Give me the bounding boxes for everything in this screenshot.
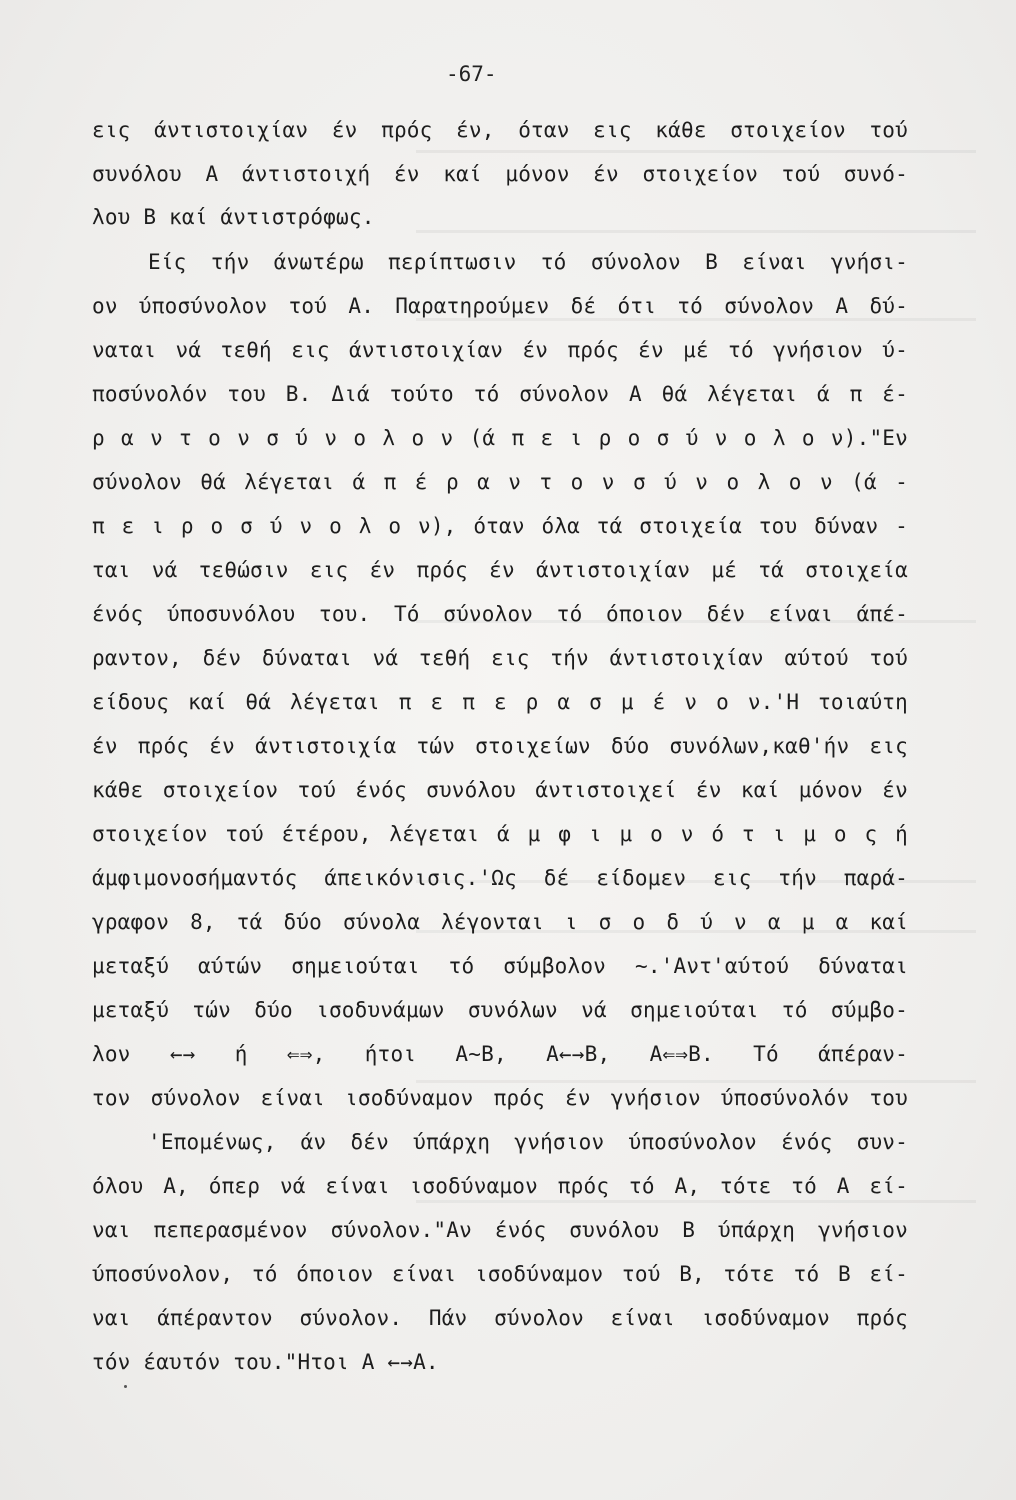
text-line: Είς τήν άνωτέρω περίπτωσιν τό σύνολον Β είναι γνήσι- [148, 250, 908, 274]
text-line: ένός ύποσυνόλου του. Τό σύνολον τό όποιον δέν είναι άπέ- [92, 602, 908, 626]
text-line: άμφιμονοσήμαντός άπεικόνισις.'Ως δέ είδομεν εις τήν παρά- [92, 866, 908, 890]
text-line: εις άντιστοιχίαν έν πρός έν, όταν εις κάθε στοιχείον τού [92, 118, 908, 142]
text-line: ρ α ν τ ο ν σ ύ ν ο λ ο ν (ά π ε ι ρ ο σ ύ ν ο λ ο ν)."Εν [92, 426, 908, 450]
text-line: ναται νά τεθή εις άντιστοιχίαν έν πρός έν μέ τό γνήσιον ύ- [92, 338, 908, 362]
text-line: 'Επομένως, άν δέν ύπάρχη γνήσιον ύποσύνολον ένός συν- [148, 1130, 908, 1154]
text-line: στοιχείον τού έτέρου, λέγεται ά μ φ ι μ ο ν ό τ ι μ ο ς ή [92, 822, 908, 846]
text-line: λον ←→ ή ⇐⇒, ήτοι Α~Β, Α←→Β, Α⇐⇒Β. Τό άπέραν- [92, 1042, 908, 1066]
text-line: ναι άπέραντον σύνολον. Πάν σύνολον είναι ισοδύναμον πρός [92, 1306, 908, 1330]
text-line: τον σύνολον είναι ισοδύναμον πρός έν γνήσιον ύποσύνολόν του [92, 1086, 908, 1110]
text-line: μεταξύ αύτών σημειούται τό σύμβολον ~.'Αντ'αύτού δύναται [92, 954, 908, 978]
ink-speck [124, 1385, 127, 1388]
text-line: μεταξύ τών δύο ισοδυνάμων συνόλων νά σημειούται τό σύμβο- [92, 998, 908, 1022]
text-line: π ε ι ρ ο σ ύ ν ο λ ο ν), όταν όλα τά στοιχεία του δύναν - [92, 514, 908, 538]
text-line: γραφον 8, τά δύο σύνολα λέγονται ι σ ο δ ύ ν α μ α καί [92, 910, 908, 934]
text-line: τόν έαυτόν του."Ητοι Α ←→Α. [92, 1350, 439, 1374]
text-line: λου Β καί άντιστρόφως. [92, 205, 375, 229]
text-line: ραντον, δέν δύναται νά τεθή εις τήν άντιστοιχίαν αύτού τού [92, 646, 908, 670]
text-line: είδους καί θά λέγεται π ε π ε ρ α σ μ έ ν ο ν.'Η τοιαύτη [92, 690, 908, 714]
text-line: όλου Α, όπερ νά είναι ισοδύναμον πρός τό Α, τότε τό Α εί- [92, 1174, 908, 1198]
text-line: ναι πεπερασμένον σύνολον."Αν ένός συνόλου Β ύπάρχη γνήσιον [92, 1218, 908, 1242]
text-line: έν πρός έν άντιστοιχία τών στοιχείων δύο συνόλων,καθ'ήν εις [92, 734, 908, 758]
text-line: ται νά τεθώσιν εις έν πρός έν άντιστοιχίαν μέ τά στοιχεία [92, 558, 908, 582]
page-number: -67- [446, 62, 497, 86]
text-line: ύποσύνολον, τό όποιον είναι ισοδύναμον τού Β, τότε τό Β εί- [92, 1262, 908, 1286]
text-line: συνόλου Α άντιστοιχή έν καί μόνον έν στοιχείον τού συνό- [92, 162, 908, 186]
text-line: ον ύποσύνολον τού Α. Παρατηρούμεν δέ ότι τό σύνολον Α δύ- [92, 294, 908, 318]
text-line: κάθε στοιχείον τού ένός συνόλου άντιστοιχεί έν καί μόνον έν [92, 778, 908, 802]
text-line: σύνολον θά λέγεται ά π έ ρ α ν τ ο ν σ ύ ν ο λ ο ν (ά - [92, 470, 908, 494]
text-line: ποσύνολόν του Β. Διά τούτο τό σύνολον Α θά λέγεται ά π έ- [92, 382, 908, 406]
